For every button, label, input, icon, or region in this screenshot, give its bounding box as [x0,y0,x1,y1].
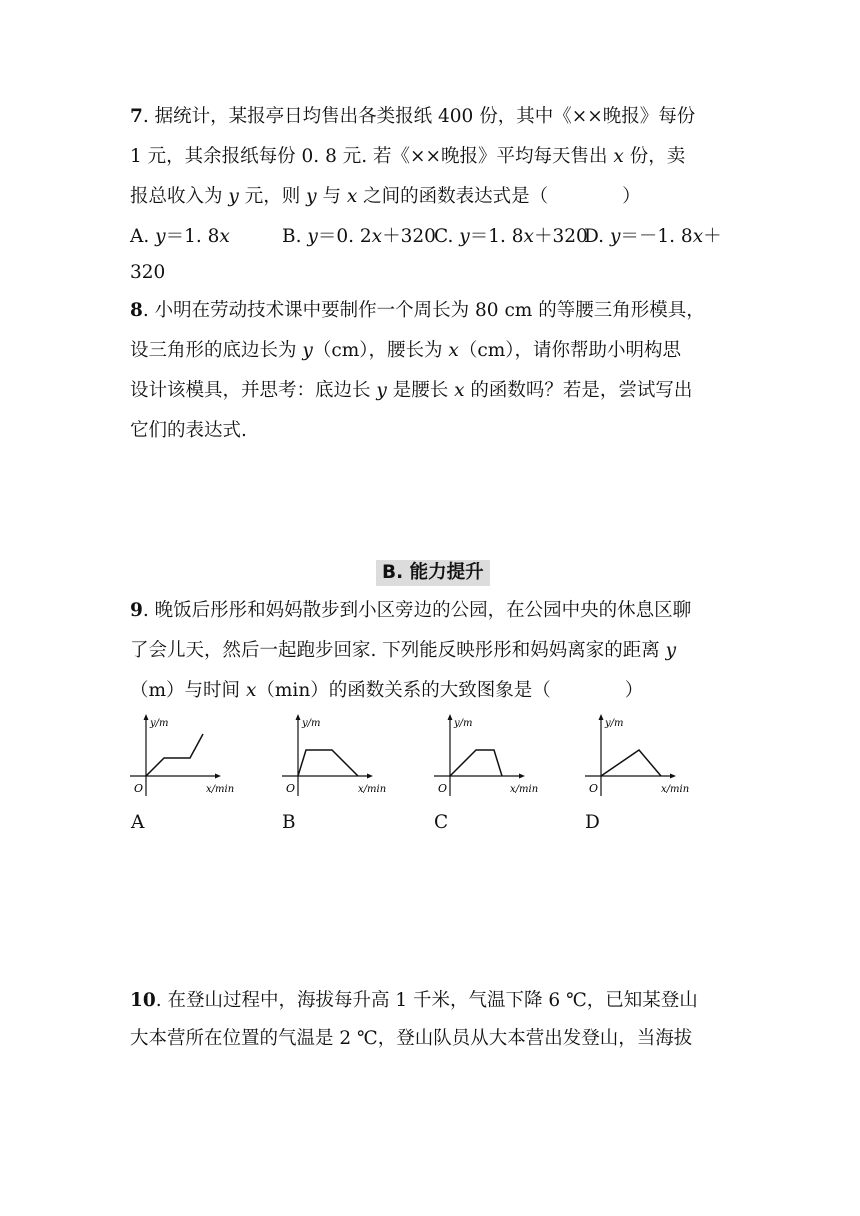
q10-line-1: 10. 在登山过程中，海拔每升高 1 千米，气温下降 6 ℃，已知某登山 [130,990,698,1011]
x-axis-label: x/min [510,784,539,795]
q9-number: 9 [130,600,143,621]
q7-line-3: 报总收入为 y 元，则 y 与 x 之间的函数表达式是（ ） [130,186,641,207]
q7-option-d-wrap: 320 [130,262,166,283]
q7-option-b: B. y＝0. 2x＋320 [282,226,436,247]
graph-a-label: A [131,812,145,833]
q7-option-c: C. y＝1. 8x＋320 [434,226,588,247]
graph-c-label: C [434,812,449,833]
graph-c [432,712,547,800]
q9-line-1: 9. 晚饭后彤彤和妈妈散步到小区旁边的公园，在公园中央的休息区聊 [130,600,692,621]
y-axis-label: y/m [150,718,169,729]
q8-line-3: 设计该模具，并思考：底边长 y 是腰长 x 的函数吗？若是，尝试写出 [130,380,693,401]
y-axis-arrow [296,714,301,720]
y-axis-arrow [144,714,149,720]
graph-curve [298,750,358,776]
graph-a-svg [128,712,243,800]
q7-line-1: 7. 据统计，某报亭日均售出各类报纸 400 份，其中《××晚报》每份 [130,106,696,127]
graph-b [280,712,395,800]
q10-number: 10 [130,990,156,1011]
y-axis-label: y/m [302,718,321,729]
graph-curve [601,750,661,776]
graph-d [583,712,698,800]
graph-curve [146,734,203,776]
q7-number: 7 [130,106,143,127]
x-axis-arrow [367,774,373,779]
origin-label: O [438,782,448,795]
graph-d-label: D [585,812,600,833]
q9-line-3: （m）与时间 x（min）的函数关系的大致图象是（ ） [130,680,644,701]
x-axis-arrow [519,774,525,779]
x-axis-arrow [670,774,676,779]
y-axis-label: y/m [454,718,473,729]
q7-option-a: A. y＝1. 8x [130,226,230,247]
x-axis-arrow [215,774,221,779]
q8-line-4: 它们的表达式. [130,420,247,441]
q10-line-2: 大本营所在位置的气温是 2 ℃，登山队员从大本营出发登山，当海拔 [130,1028,693,1049]
x-axis-label: x/min [206,784,235,795]
graph-b-svg [280,712,395,800]
y-axis-arrow [599,714,604,720]
graph-a [128,712,243,800]
y-axis-label: y/m [605,718,624,729]
q7-option-d: D. y＝－1. 8x＋ [584,226,722,247]
q8-line-2: 设三角形的底边长为 y（cm），腰长为 x（cm），请你帮助小明构思 [130,340,681,361]
graph-curve [450,750,502,776]
q8-line-1: 8. 小明在劳动技术课中要制作一个周长为 80 cm 的等腰三角形模具， [130,300,705,321]
x-axis-label: x/min [661,784,690,795]
section-title: B. 能力提升 [376,560,490,586]
graph-b-label: B [282,812,296,833]
origin-label: O [134,782,144,795]
graph-c-svg [432,712,547,800]
origin-label: O [286,782,296,795]
y-axis-arrow [448,714,453,720]
q7-line-2: 1 元，其余报纸每份 0. 8 元. 若《××晚报》平均每天售出 x 份，卖 [130,146,686,167]
origin-label: O [589,782,599,795]
x-axis-label: x/min [358,784,387,795]
q9-line-2: 了会儿天，然后一起跑步回家. 下列能反映彤彤和妈妈离家的距离 y [130,640,677,661]
graph-d-svg [583,712,698,800]
q8-number: 8 [130,300,143,321]
